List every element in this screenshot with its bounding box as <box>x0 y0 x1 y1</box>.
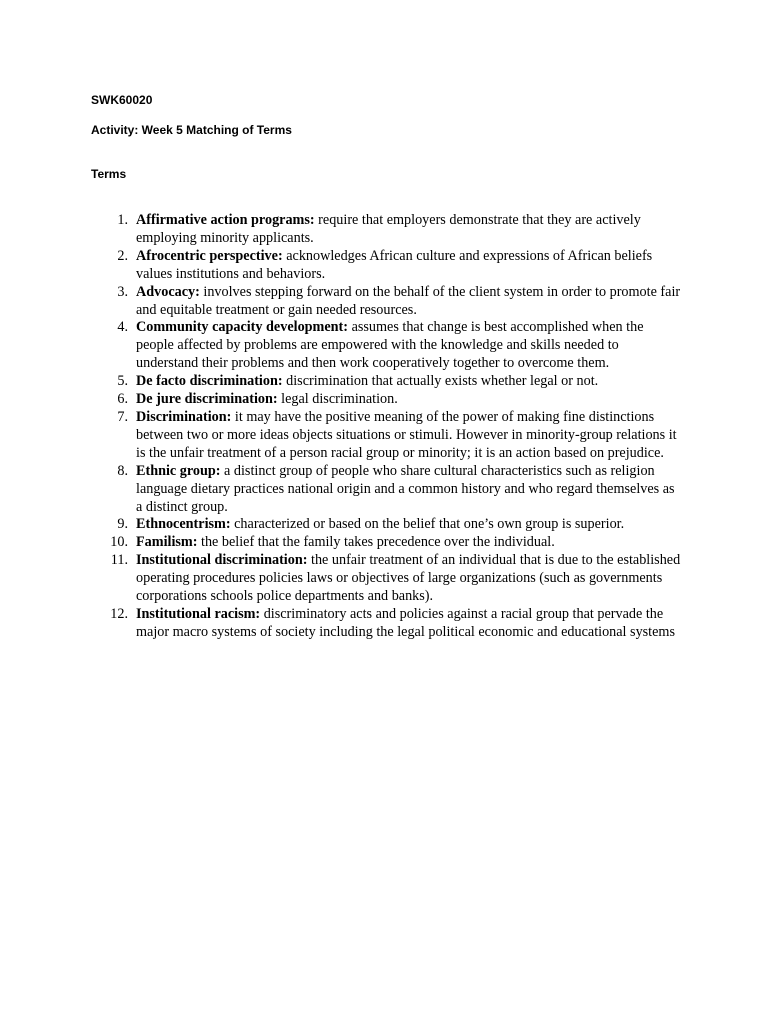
term-name: Community capacity development: <box>136 319 349 336</box>
term-definition: the belief that the family takes precedence over the individual. <box>197 534 555 551</box>
item-number: 7. <box>117 408 128 425</box>
item-number: 1. <box>117 212 128 228</box>
term-definition: involves stepping forward on the behalf of the client system in order to promote fair and equitable treatment or gain needed resources. <box>136 283 681 318</box>
list-item <box>117 373 681 391</box>
term-name: Discrimination: <box>136 408 232 425</box>
activity-title: Activity: Week 5 Matching of Terms <box>91 123 292 137</box>
list-item <box>117 462 681 517</box>
item-number: 11. <box>110 552 128 569</box>
term-definition: discrimination that actually exists whether legal or not. <box>282 373 599 390</box>
course-code: SWK60020 <box>91 93 153 107</box>
list-item <box>110 552 681 606</box>
item-number: 9. <box>117 516 128 533</box>
item-number: 5. <box>117 373 128 390</box>
term-definition: a distinct group of people who share cultural characteristics such as religion language dietary practices national origin and a common history and who regard themselves as a distinct group. <box>136 462 675 515</box>
term-name: De facto discrimination: <box>136 373 283 390</box>
item-number: 4. <box>117 319 128 336</box>
term-name: Afrocentric perspective: <box>136 247 283 264</box>
list-item <box>117 408 681 463</box>
term-name: Institutional racism: <box>136 605 261 622</box>
term-name: Familism: <box>136 534 198 551</box>
term-name: Institutional discrimination: <box>136 552 308 569</box>
item-number: 8. <box>117 462 128 479</box>
list-item <box>110 534 681 552</box>
item-number: 10. <box>110 534 128 551</box>
list-item <box>117 212 681 248</box>
list-item <box>117 247 681 284</box>
term-definition: acknowledges African culture and expressions of African beliefs values institutions and behaviors. <box>136 247 653 282</box>
list-item <box>117 516 681 534</box>
item-number: 6. <box>117 391 128 408</box>
term-definition: require that employers demonstrate that they are actively employing minority applicants. <box>136 212 641 246</box>
term-name: Affirmative action programs: <box>136 212 315 228</box>
term-definition: it may have the positive meaning of the power of making fine distinctions between two or more ideas objects situations or stimuli. However in minority-group relations it is the unfair treatment of a person racial group or minority; it is an action based on prejudice. <box>136 408 677 461</box>
term-definition: assumes that change is best accomplished when the people affected by problems are empowered with the knowledge and skills needed to understand their problems and then work cooperatively together to overcome them. <box>136 319 644 372</box>
item-number: 3. <box>117 283 128 300</box>
list-item <box>117 319 681 373</box>
list-item <box>117 283 681 320</box>
list-item <box>110 605 681 642</box>
item-number: 2. <box>117 247 128 264</box>
term-name: Ethnic group: <box>136 462 221 479</box>
term-definition: the unfair treatment of an individual that is due to the established operating procedures policies laws or objectives of large organizations (such as governments corporations schools police departments and banks). <box>136 552 681 605</box>
term-name: De jure discrimination: <box>136 391 278 408</box>
section-heading: Terms <box>91 167 127 181</box>
term-name: Advocacy: <box>136 283 200 300</box>
terms-list <box>110 212 681 642</box>
term-definition: legal discrimination. <box>277 391 398 408</box>
term-definition: discriminatory acts and policies against a racial group that pervade the major macro systems of society including the legal political economic and educational systems <box>136 605 675 640</box>
list-item <box>117 391 681 409</box>
term-name: Ethnocentrism: <box>136 516 231 533</box>
item-number: 12. <box>110 605 128 622</box>
term-definition: characterized or based on the belief that one’s own group is superior. <box>230 516 625 533</box>
